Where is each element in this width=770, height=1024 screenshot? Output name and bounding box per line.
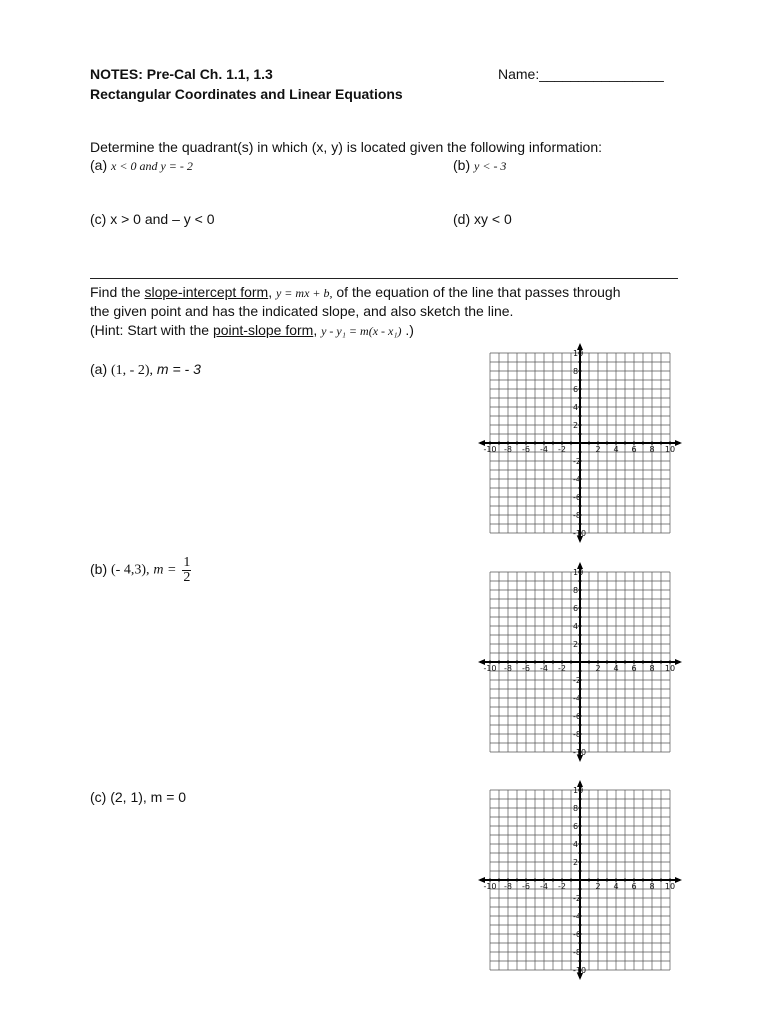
y-tick-label: -8	[573, 511, 581, 520]
y-tick-label: 2	[573, 858, 579, 867]
y-tick-label: -4	[573, 475, 581, 484]
x-tick-label: -10	[483, 445, 497, 454]
problem-b-fraction	[182, 556, 191, 585]
item-b-label: (b)	[453, 157, 471, 173]
problem-b-label: (b)	[90, 561, 108, 578]
quadrant-item-c: (c) x > 0 and – y < 0	[90, 211, 215, 227]
x-axis-right-arrow	[675, 659, 682, 665]
x-tick-label: -4	[540, 664, 548, 673]
notes-subtitle: Rectangular Coordinates and Linear Equations	[90, 86, 403, 102]
y-tick-label: 6	[573, 385, 579, 394]
problem-a-point: (1, - 2),	[111, 363, 154, 378]
x-tick-label: 10	[664, 664, 676, 673]
item-a-label: (a)	[90, 157, 108, 173]
instruction-comma: ,	[268, 284, 276, 300]
coordinate-grid-c	[480, 782, 680, 982]
slope-intercept-term: slope-intercept form	[144, 284, 269, 300]
hint-comma: ,	[313, 322, 322, 338]
x-tick-label: -6	[522, 445, 530, 454]
problem-c: (c) (2, 1), m = 0	[90, 789, 187, 805]
point-slope-term: point-slope form	[212, 322, 314, 338]
x-tick-label: -8	[504, 664, 512, 673]
slope-intercept-formula: y = mx + b,	[275, 286, 333, 300]
y-tick-label: 2	[573, 421, 579, 430]
problem-b-slope: m =	[153, 562, 177, 578]
y-tick-label: 4	[573, 403, 579, 412]
hint-text: (Hint: Start with the	[90, 322, 213, 338]
x-tick-label: 8	[649, 445, 655, 454]
x-tick-label: -10	[483, 664, 497, 673]
x-axis-right-arrow	[675, 440, 682, 446]
y-tick-label: -4	[573, 694, 581, 703]
fraction-denominator: 2	[183, 570, 191, 585]
x-tick-label: 2	[595, 664, 601, 673]
x-tick-label: 6	[631, 445, 637, 454]
name-field: Name:________________	[498, 66, 664, 82]
item-b-expression: y < - 3	[474, 159, 507, 173]
problem-b	[90, 556, 191, 585]
x-tick-label: -2	[558, 445, 566, 454]
y-tick-label: -6	[573, 712, 581, 721]
x-tick-label: 6	[631, 664, 637, 673]
x-tick-label: 4	[613, 882, 619, 891]
x-tick-label: -8	[504, 445, 512, 454]
x-tick-label: -4	[540, 445, 548, 454]
y-tick-label: -8	[573, 948, 581, 957]
instruction-line-2: the given point and has the indicated slope, and also sketch the line.	[90, 303, 514, 319]
hint-text-end: .)	[401, 322, 414, 338]
problem-a-label: (a)	[90, 361, 108, 377]
section-divider	[90, 278, 678, 279]
y-tick-label: 6	[573, 822, 579, 831]
x-tick-label: 10	[664, 445, 676, 454]
y-tick-label: -10	[573, 529, 587, 538]
x-tick-label: 8	[649, 882, 655, 891]
x-tick-label: 10	[664, 882, 676, 891]
quadrant-item-a	[90, 157, 193, 174]
y-tick-label: -6	[573, 930, 581, 939]
y-tick-label: 2	[573, 640, 579, 649]
x-tick-label: -10	[483, 882, 497, 891]
x-tick-label: 2	[595, 445, 601, 454]
y-tick-label: 8	[573, 367, 579, 376]
y-tick-label: -6	[573, 493, 581, 502]
x-tick-label: -6	[522, 664, 530, 673]
problem-b-point: (- 4,3),	[111, 562, 150, 578]
y-tick-label: 10	[573, 568, 584, 577]
y-tick-label: 8	[573, 586, 579, 595]
instruction-text-end: of the equation of the line that passes through	[332, 284, 621, 300]
y-tick-label: -2	[573, 894, 581, 903]
x-tick-label: 6	[631, 882, 637, 891]
fraction-numerator: 1	[183, 555, 191, 570]
slope-intercept-instruction	[90, 284, 620, 301]
x-tick-label: -8	[504, 882, 512, 891]
y-tick-label: -2	[573, 457, 581, 466]
y-tick-label: -4	[573, 912, 581, 921]
x-axis-right-arrow	[675, 877, 682, 883]
x-tick-label: 8	[649, 664, 655, 673]
notes-title: NOTES: Pre-Cal Ch. 1.1, 1.3	[90, 66, 273, 82]
point-slope-formula: y - y₁ = m(x - x₁)	[321, 324, 402, 338]
coordinate-grid-a	[480, 345, 680, 545]
problem-a-slope: m = - 3	[156, 361, 201, 377]
quadrant-item-d: (d) xy < 0	[453, 211, 512, 227]
hint-line	[90, 322, 414, 339]
x-tick-label: 4	[613, 664, 619, 673]
y-tick-label: -8	[573, 730, 581, 739]
x-tick-label: -4	[540, 882, 548, 891]
y-tick-label: 4	[573, 840, 579, 849]
y-tick-label: -10	[573, 966, 587, 975]
quadrant-prompt: Determine the quadrant(s) in which (x, y) is located given the following information:	[90, 139, 603, 155]
item-a-expression: x < 0 and y = - 2	[111, 159, 193, 173]
y-tick-label: 8	[573, 804, 579, 813]
x-tick-label: -6	[522, 882, 530, 891]
y-tick-label: -10	[573, 748, 587, 757]
y-tick-label: 10	[573, 349, 584, 358]
x-tick-label: -2	[558, 664, 566, 673]
y-tick-label: 4	[573, 622, 579, 631]
y-tick-label: 6	[573, 604, 579, 613]
quadrant-item-b	[453, 157, 506, 174]
x-tick-label: 4	[613, 445, 619, 454]
x-tick-label: -2	[558, 882, 566, 891]
coordinate-grid-b	[480, 564, 680, 764]
x-tick-label: 2	[595, 882, 601, 891]
problem-a	[90, 361, 201, 379]
instruction-text: Find the	[90, 284, 145, 300]
y-tick-label: 10	[573, 786, 584, 795]
y-tick-label: -2	[573, 676, 581, 685]
